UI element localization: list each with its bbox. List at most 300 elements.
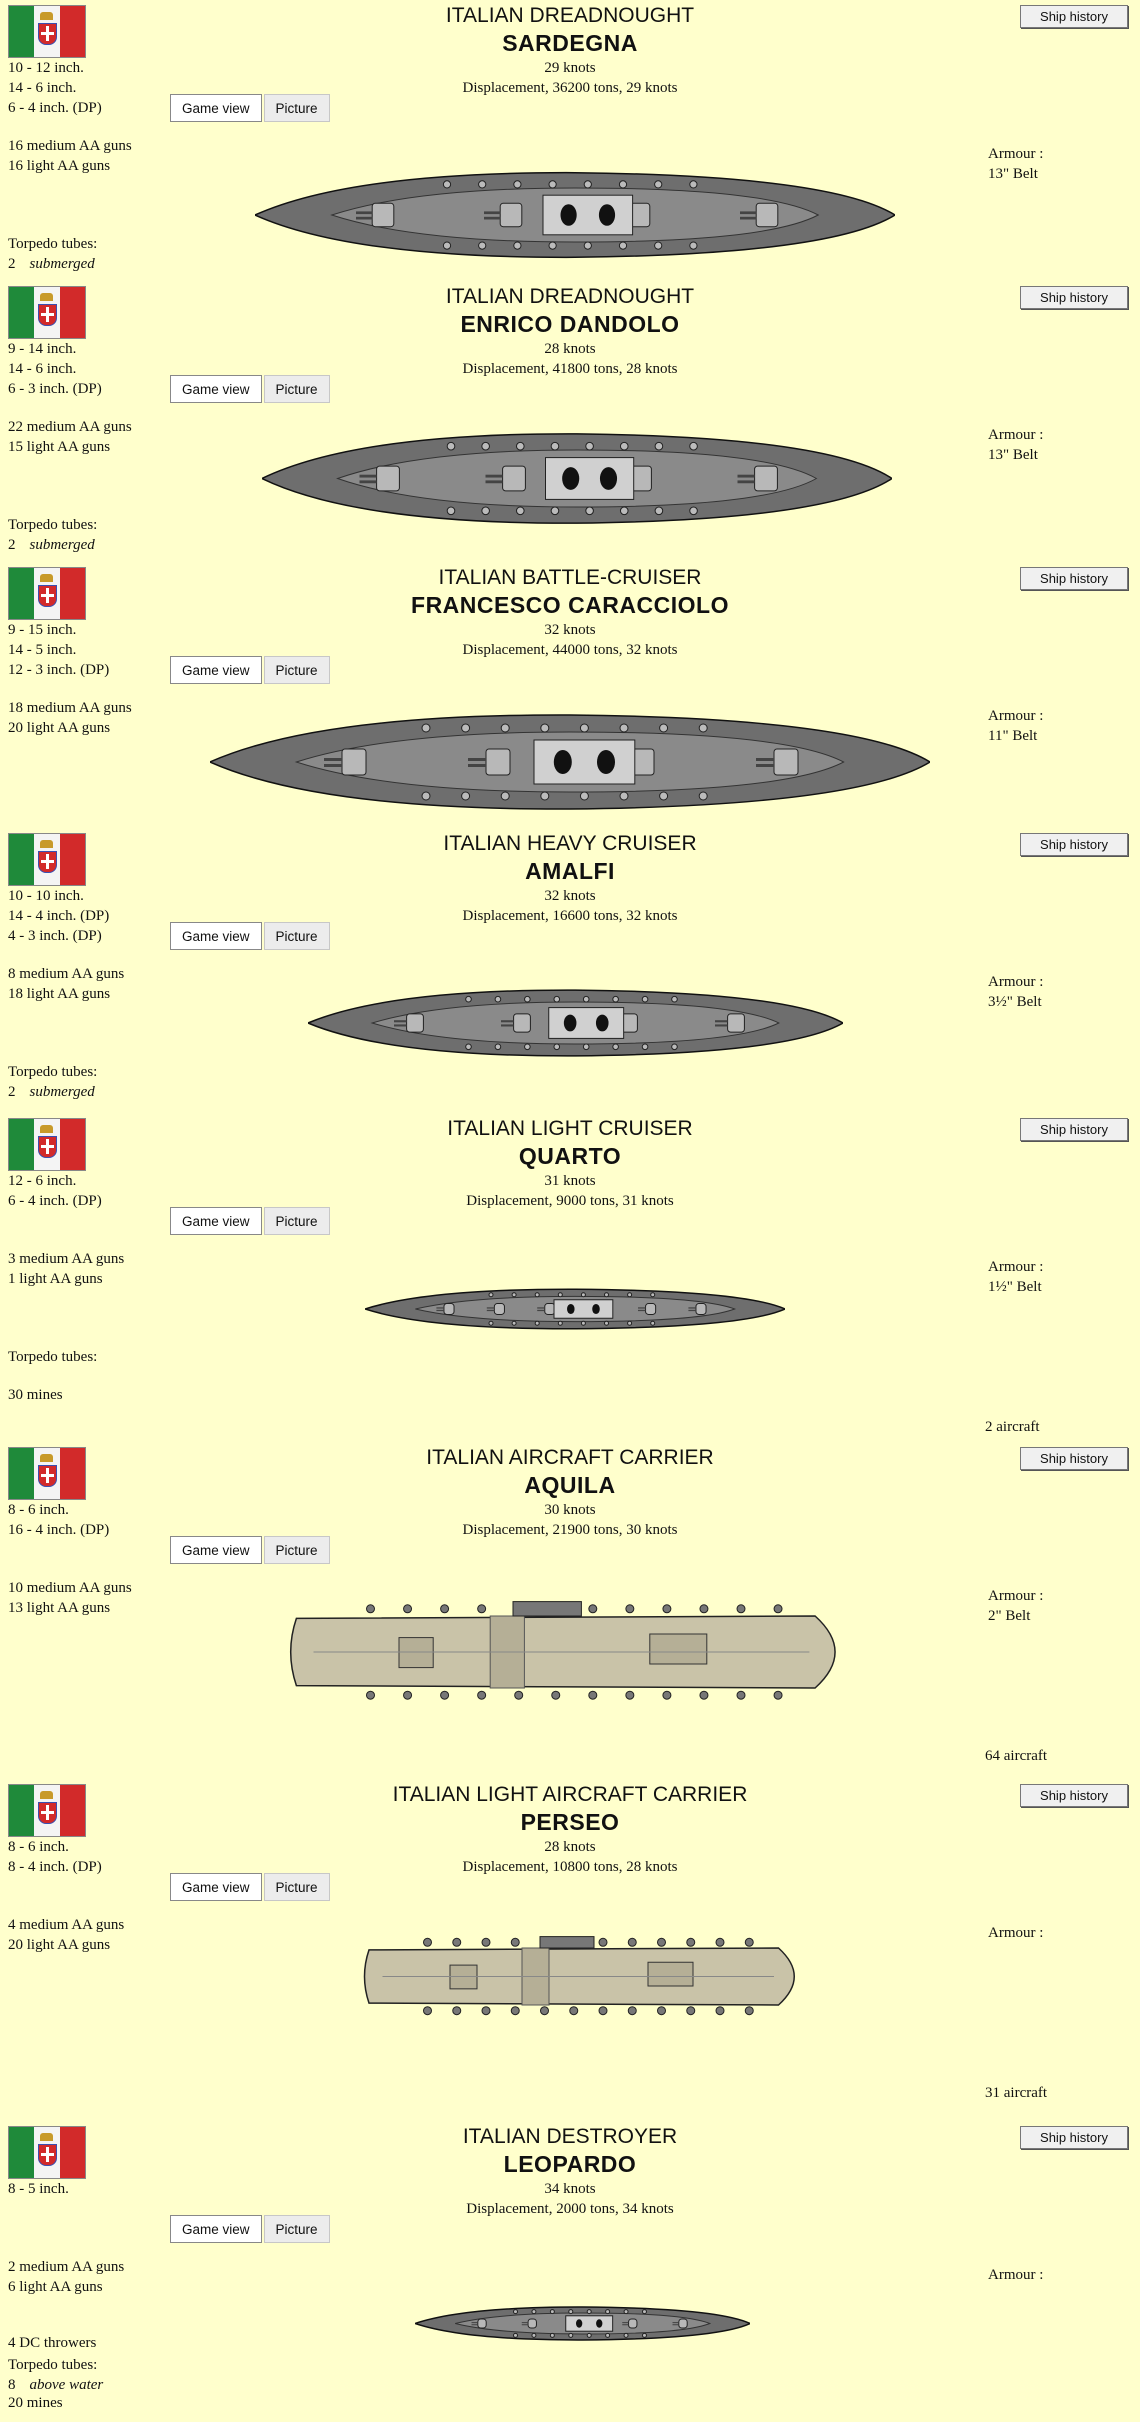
armour-info <box>988 1257 1043 1297</box>
aa-mount <box>620 442 628 450</box>
armour-info <box>988 972 1043 1012</box>
armour-info <box>988 706 1043 746</box>
aa-mount <box>599 2007 607 2015</box>
gun-line: 6 - 4 inch. (DP) <box>8 1193 102 1209</box>
aa-mount <box>482 2007 490 2015</box>
aa-mount <box>655 507 663 515</box>
aa-mount <box>716 1938 724 1946</box>
aa-mount <box>462 792 470 800</box>
ship-name: SARDEGNA <box>502 30 638 56</box>
aa-mount <box>613 1044 619 1050</box>
island <box>513 1602 581 1616</box>
ship-entry <box>0 0 1140 280</box>
gun-barrel <box>436 1310 444 1311</box>
aa-mount <box>651 1321 655 1325</box>
aa-mount <box>511 1938 519 1946</box>
gun-list <box>8 2179 69 2199</box>
aa-mount <box>690 242 697 249</box>
gun-barrel <box>486 475 503 478</box>
aa-mount <box>441 1605 449 1613</box>
armour-label: Armour : <box>988 708 1044 724</box>
ship-entry <box>0 828 1140 1108</box>
turret <box>514 1014 531 1032</box>
superstructure <box>534 740 635 784</box>
aa-mount <box>541 792 549 800</box>
picture-tab[interactable]: Picture <box>264 94 330 122</box>
ship-history-button[interactable]: Ship history <box>1020 286 1128 309</box>
aa-mount <box>619 242 626 249</box>
aa-mount <box>580 792 588 800</box>
ship-entry <box>0 1113 1140 1435</box>
ship-history-button[interactable]: Ship history <box>1020 1447 1128 1470</box>
aa-mount <box>658 2007 666 2015</box>
aa-line: 8 medium AA guns <box>8 966 125 982</box>
superstructure <box>546 458 634 500</box>
gun-line: 6 - 4 inch. (DP) <box>8 100 102 116</box>
aa-mount <box>655 242 662 249</box>
aa-guns <box>8 964 124 1004</box>
aa-mount <box>690 507 698 515</box>
gun-barrel <box>360 480 377 483</box>
aa-mount <box>482 1938 490 1946</box>
aircraft-count: 31 aircraft <box>985 2085 1048 2101</box>
aa-mount <box>551 507 559 515</box>
aa-line: 6 light AA guns <box>8 2279 103 2295</box>
aa-mount <box>443 181 450 188</box>
aa-mount <box>655 442 663 450</box>
aa-line: 15 light AA guns <box>8 439 111 455</box>
aa-mount <box>550 2333 554 2337</box>
view-tabs <box>170 922 332 950</box>
ship-name: QUARTO <box>518 1143 622 1169</box>
game-view-tab[interactable]: Game view <box>170 1536 262 1564</box>
gun-barrel <box>622 2322 628 2323</box>
ship-class: ITALIAN BATTLE-CRUISER <box>438 566 702 589</box>
aa-mount <box>613 996 619 1002</box>
aa-mount <box>690 442 698 450</box>
aa-mount <box>532 2333 536 2337</box>
aa-mount <box>690 181 697 188</box>
aa-mount <box>658 1938 666 1946</box>
aa-mount <box>581 1321 585 1325</box>
gun-line: 8 - 4 inch. (DP) <box>8 1859 102 1875</box>
aa-mount <box>628 2007 636 2015</box>
game-view-tab[interactable]: Game view <box>170 656 262 684</box>
aa-mount <box>517 442 525 450</box>
gun-line: 16 - 4 inch. (DP) <box>8 1522 110 1538</box>
aa-mount <box>584 181 591 188</box>
aa-mount <box>586 507 594 515</box>
ship-class: ITALIAN DREADNOUGHT <box>445 4 695 27</box>
aa-line: 20 light AA guns <box>8 720 111 736</box>
dc-throwers: 4 DC throwers <box>8 2335 97 2351</box>
picture-tab[interactable]: Picture <box>264 1873 330 1901</box>
ship-top-view <box>285 1592 855 1712</box>
aa-mount <box>687 2007 695 2015</box>
aa-line: 18 light AA guns <box>8 986 111 1002</box>
aa-mount <box>700 1605 708 1613</box>
gun-barrel <box>472 2322 478 2323</box>
aa-mount <box>580 724 588 732</box>
gun-barrel <box>638 1307 646 1308</box>
aa-mount <box>651 1293 655 1297</box>
aa-mount <box>466 1044 472 1050</box>
torpedo-type: above water <box>29 2377 104 2393</box>
aa-mount <box>422 724 430 732</box>
gun-barrel <box>715 1020 728 1022</box>
ship-history-button[interactable]: Ship history <box>1020 2126 1128 2149</box>
aa-mount <box>404 1691 412 1699</box>
aa-mount <box>628 1293 632 1297</box>
armour-label: Armour : <box>988 1259 1044 1275</box>
view-tabs <box>170 1536 332 1564</box>
aa-mount <box>620 724 628 732</box>
aa-mount <box>620 792 628 800</box>
gun-line: 8 - 5 inch. <box>8 2181 69 2197</box>
torpedo-row <box>8 1082 97 1102</box>
gun-list <box>8 1500 109 1540</box>
torpedo-info <box>8 234 97 274</box>
ship-top-view <box>365 1288 785 1330</box>
armour-value: 2" Belt <box>988 1608 1031 1624</box>
aa-mount <box>441 1691 449 1699</box>
aa-mount <box>606 2310 610 2314</box>
aa-line: 22 medium AA guns <box>8 419 132 435</box>
aa-mount <box>541 2007 549 2015</box>
aa-mount <box>672 996 678 1002</box>
aa-mount <box>517 507 525 515</box>
aa-mount <box>422 792 430 800</box>
ship-speed: 30 knots <box>544 1502 596 1518</box>
aa-mount <box>552 1691 560 1699</box>
funnel <box>596 1015 609 1032</box>
torpedo-count: 2 <box>8 1084 16 1100</box>
aa-mount <box>716 2007 724 2015</box>
armour-info <box>988 1586 1043 1626</box>
picture-tab[interactable]: Picture <box>264 375 330 403</box>
ship-name: ENRICO DANDOLO <box>460 311 680 337</box>
aa-mount <box>512 1293 516 1297</box>
aa-mount <box>570 2007 578 2015</box>
aa-mount <box>515 1691 523 1699</box>
aa-mount <box>489 1321 493 1325</box>
aa-mount <box>478 1605 486 1613</box>
picture-tab[interactable]: Picture <box>264 656 330 684</box>
turret <box>696 1304 706 1315</box>
aa-mount <box>642 2310 646 2314</box>
gun-list <box>8 620 109 680</box>
turret <box>407 1014 424 1032</box>
aa-mount <box>367 1605 375 1613</box>
torpedo-label: Torpedo tubes: <box>8 517 98 533</box>
picture-tab[interactable]: Picture <box>264 922 330 950</box>
ship-displacement: Displacement, 41800 tons, 28 knots <box>462 361 678 377</box>
aa-mount <box>660 792 668 800</box>
ship-speed: 28 knots <box>544 1839 596 1855</box>
aa-mount <box>495 996 501 1002</box>
aa-mount <box>589 1605 597 1613</box>
aa-mount <box>462 724 470 732</box>
torpedo-row <box>8 2375 103 2395</box>
armour-label: Armour : <box>988 146 1044 162</box>
aa-mount <box>501 792 509 800</box>
gun-list <box>8 58 102 118</box>
aa-mount <box>466 996 472 1002</box>
aa-line: 13 light AA guns <box>8 1600 111 1616</box>
aa-mount <box>511 2007 519 2015</box>
ship-speed: 28 knots <box>544 341 596 357</box>
aa-mount <box>569 2333 573 2337</box>
aa-mount <box>447 442 455 450</box>
ship-history-button[interactable]: Ship history <box>1020 5 1128 28</box>
gun-barrel <box>740 211 756 214</box>
aa-mount <box>745 1938 753 1946</box>
aa-mount <box>532 2310 536 2314</box>
funnel <box>562 467 579 490</box>
ship-displacement: Displacement, 21900 tons, 30 knots <box>462 1522 678 1538</box>
funnel <box>576 2319 582 2327</box>
turret <box>342 749 366 775</box>
game-view-tab[interactable]: Game view <box>170 2215 262 2243</box>
view-tabs <box>170 1207 332 1235</box>
ship-history-button[interactable]: Ship history <box>1020 567 1128 590</box>
gun-line: 9 - 14 inch. <box>8 341 77 357</box>
aa-mount <box>672 1044 678 1050</box>
view-tabs <box>170 656 332 684</box>
gun-line: 4 - 3 inch. (DP) <box>8 928 102 944</box>
island <box>540 1937 594 1948</box>
aa-mount <box>535 1321 539 1325</box>
aa-mount <box>558 1321 562 1325</box>
aa-mount <box>581 1293 585 1297</box>
gun-barrel <box>468 764 486 767</box>
game-view-tab[interactable]: Game view <box>170 1207 262 1235</box>
ship-top-view <box>210 712 930 812</box>
torpedo-row <box>8 535 97 555</box>
torpedo-label: Torpedo tubes: <box>8 236 98 252</box>
elevator <box>648 1962 693 1986</box>
gun-line: 10 - 10 inch. <box>8 888 84 904</box>
ship-top-view <box>255 170 895 260</box>
ship-displacement: Displacement, 9000 tons, 31 knots <box>466 1193 674 1209</box>
gun-barrel <box>688 1307 696 1308</box>
torpedo-row <box>8 254 97 274</box>
aa-mount <box>404 1605 412 1613</box>
aa-line: 10 medium AA guns <box>8 1580 132 1596</box>
aa-mount <box>587 2333 591 2337</box>
aa-mount <box>489 1293 493 1297</box>
ship-entry <box>0 562 1140 842</box>
gun-line: 14 - 5 inch. <box>8 642 77 658</box>
game-view-tab[interactable]: Game view <box>170 1873 262 1901</box>
aa-mount <box>558 1293 562 1297</box>
aa-mount <box>774 1605 782 1613</box>
gun-barrel <box>487 1307 495 1308</box>
aa-mount <box>554 996 560 1002</box>
aa-mount <box>745 2007 753 2015</box>
aa-mount <box>525 1044 531 1050</box>
gun-barrel <box>522 2324 528 2325</box>
gun-barrel <box>468 758 486 761</box>
gun-barrel <box>738 475 755 478</box>
ship-class: ITALIAN HEAVY CRUISER <box>443 832 697 855</box>
aa-mount <box>624 2333 628 2337</box>
aa-mount <box>700 1691 708 1699</box>
armour-value: 1½" Belt <box>988 1279 1042 1295</box>
funnel <box>596 2319 602 2327</box>
aa-mount <box>424 1938 432 1946</box>
gun-barrel <box>501 1020 514 1022</box>
ship-entry <box>0 1779 1140 2101</box>
aa-mount <box>549 242 556 249</box>
armour-info <box>988 1923 1043 1943</box>
torpedo-label: Torpedo tubes: <box>8 1064 98 1080</box>
gun-barrel <box>394 1020 407 1022</box>
ship-entry <box>0 1442 1140 1764</box>
ship-name: AMALFI <box>525 858 615 884</box>
gun-line: 8 - 6 inch. <box>8 1502 69 1518</box>
gun-barrel <box>486 480 503 483</box>
funnel <box>599 204 615 226</box>
ship-speed: 31 knots <box>544 1173 596 1189</box>
aa-mount <box>443 242 450 249</box>
ship-displacement: Displacement, 36200 tons, 29 knots <box>462 80 678 96</box>
aa-mount <box>619 181 626 188</box>
aa-mount <box>512 1321 516 1325</box>
gun-barrel <box>360 475 377 478</box>
aa-line: 1 light AA guns <box>8 1271 103 1287</box>
aa-guns <box>8 698 132 738</box>
aa-mount <box>699 724 707 732</box>
turret <box>500 203 522 226</box>
picture-tab[interactable]: Picture <box>264 1536 330 1564</box>
funnel <box>600 467 617 490</box>
aa-guns <box>8 2257 124 2297</box>
picture-tab[interactable]: Picture <box>264 1207 330 1235</box>
turret <box>528 2319 536 2328</box>
turret <box>377 466 400 491</box>
superstructure <box>566 2316 613 2331</box>
aa-mount <box>569 2310 573 2314</box>
elevator <box>399 1638 433 1668</box>
gun-barrel <box>756 764 774 767</box>
gun-barrel <box>537 1307 545 1308</box>
turret <box>646 1304 656 1315</box>
gun-line: 10 - 12 inch. <box>8 60 84 76</box>
gun-barrel <box>324 764 342 767</box>
game-view-tab[interactable]: Game view <box>170 922 262 950</box>
gun-barrel <box>484 211 500 214</box>
armour-value: 11" Belt <box>988 728 1038 744</box>
ship-history-button[interactable]: Ship history <box>1020 833 1128 856</box>
ship-displacement: Displacement, 16600 tons, 32 knots <box>462 908 678 924</box>
aa-mount <box>479 181 486 188</box>
ship-class: ITALIAN AIRCRAFT CARRIER <box>426 1446 714 1469</box>
aa-mount <box>642 1044 648 1050</box>
torpedo-label: Torpedo tubes: <box>8 2357 98 2373</box>
aa-mount <box>699 792 707 800</box>
ship-history-button[interactable]: Ship history <box>1020 1118 1128 1141</box>
aa-mount <box>514 2310 518 2314</box>
gun-line: 12 - 6 inch. <box>8 1173 77 1189</box>
aa-mount <box>583 996 589 1002</box>
aa-mount <box>655 181 662 188</box>
game-view-tab[interactable]: Game view <box>170 375 262 403</box>
funnel <box>564 1015 577 1032</box>
torpedo-info <box>8 1062 97 1102</box>
ship-name: LEOPARDO <box>503 2151 637 2177</box>
turret <box>494 1304 504 1315</box>
ship-top-view <box>308 988 843 1058</box>
turret <box>679 2319 687 2328</box>
gun-barrel <box>436 1307 444 1308</box>
mines: 30 mines <box>8 1387 63 1403</box>
torpedo-label: Torpedo tubes: <box>8 1349 98 1365</box>
funnel <box>592 1304 600 1314</box>
gun-barrel <box>622 2324 628 2325</box>
gun-line: 9 - 15 inch. <box>8 622 77 638</box>
turret <box>503 466 526 491</box>
funnel <box>597 750 615 774</box>
elevator <box>650 1634 707 1664</box>
view-tabs <box>170 94 332 122</box>
turret <box>756 203 778 226</box>
gun-barrel <box>487 1310 495 1311</box>
aa-mount <box>514 242 521 249</box>
gun-barrel <box>356 211 372 214</box>
aa-mount <box>549 181 556 188</box>
picture-tab[interactable]: Picture <box>264 2215 330 2243</box>
ship-class: ITALIAN DESTROYER <box>462 2125 678 2148</box>
aa-mount <box>587 2310 591 2314</box>
gun-barrel <box>324 758 342 761</box>
armour-info <box>988 144 1043 184</box>
aa-line: 16 medium AA guns <box>8 138 132 154</box>
armour-info <box>988 2265 1043 2285</box>
ship-displacement: Displacement, 10800 tons, 28 knots <box>462 1859 678 1875</box>
aa-mount <box>514 2333 518 2337</box>
torpedo-info <box>8 515 97 555</box>
turret <box>728 1014 745 1032</box>
armour-info <box>988 425 1043 465</box>
aa-mount <box>663 1691 671 1699</box>
aa-mount <box>624 2310 628 2314</box>
view-tabs <box>170 1873 332 1901</box>
ship-speed: 29 knots <box>544 60 596 76</box>
torpedo-info <box>8 2355 103 2395</box>
armour-value: 3½" Belt <box>988 994 1042 1010</box>
aa-line: 2 medium AA guns <box>8 2259 125 2275</box>
turret <box>755 466 778 491</box>
aa-mount <box>687 1938 695 1946</box>
gun-list <box>8 339 102 399</box>
view-tabs <box>170 375 332 403</box>
aircraft-count: 2 aircraft <box>985 1419 1040 1435</box>
aa-mount <box>642 2333 646 2337</box>
aa-mount <box>367 1691 375 1699</box>
funnel <box>567 1304 575 1314</box>
ship-top-view <box>360 1929 810 2024</box>
ship-history-button[interactable]: Ship history <box>1020 1784 1128 1807</box>
aa-mount <box>479 242 486 249</box>
ship-name: FRANCESCO CARACCIOLO <box>411 592 729 618</box>
aa-line: 20 light AA guns <box>8 1937 111 1953</box>
gun-line: 12 - 3 inch. (DP) <box>8 662 110 678</box>
aa-line: 18 medium AA guns <box>8 700 132 716</box>
gun-barrel <box>688 1310 696 1311</box>
gun-barrel <box>394 1024 407 1026</box>
game-view-tab[interactable]: Game view <box>170 94 262 122</box>
